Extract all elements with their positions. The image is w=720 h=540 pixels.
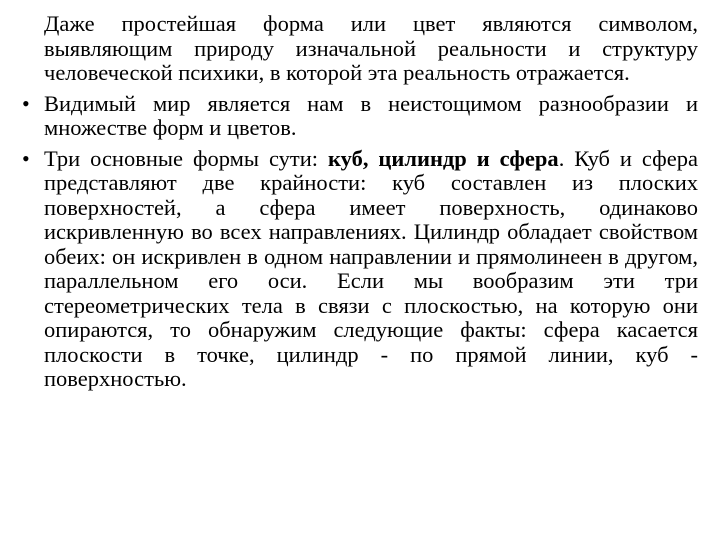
paragraph-three-forms [16,147,698,392]
bullet-marker: • [22,145,30,171]
paragraph-visible-world [16,92,698,141]
paragraph-text: Видимый мир является нам в неистощимом разнообразии и множестве форм и цветов. [44,90,698,140]
paragraph-text-rest: . Куб и сфера представляют две крайности: куб составлен из плоских поверхностей, а сфера имеет поверхность, одинаково искривленную во всех направлениях. Цилиндр обладает свойством обеих: он искривлен в одном направлении и прямолинеен в другом, параллельном его оси. Если мы вообразим эти три стереометрических тела в связи с плоскостью, на которую они опираются, то обнаружим следующие факты: сфера касается плоскости в точке, цилиндр - по прямой линии, куб - поверхностью. [44,145,698,391]
paragraph-text: Даже простейшая форма или цвет являются символом, выявляющим природу изначальной реальности и структуру человеческой психики, в которой эта реальность отражается. [44,11,698,85]
slide-body [16,12,698,398]
paragraph-text-lead: Три основные формы сути: [44,145,328,171]
paragraph-text-emphasis: куб, цилиндр и сфера [328,145,559,171]
bullet-marker: • [22,90,30,116]
paragraph-intro [16,12,698,86]
